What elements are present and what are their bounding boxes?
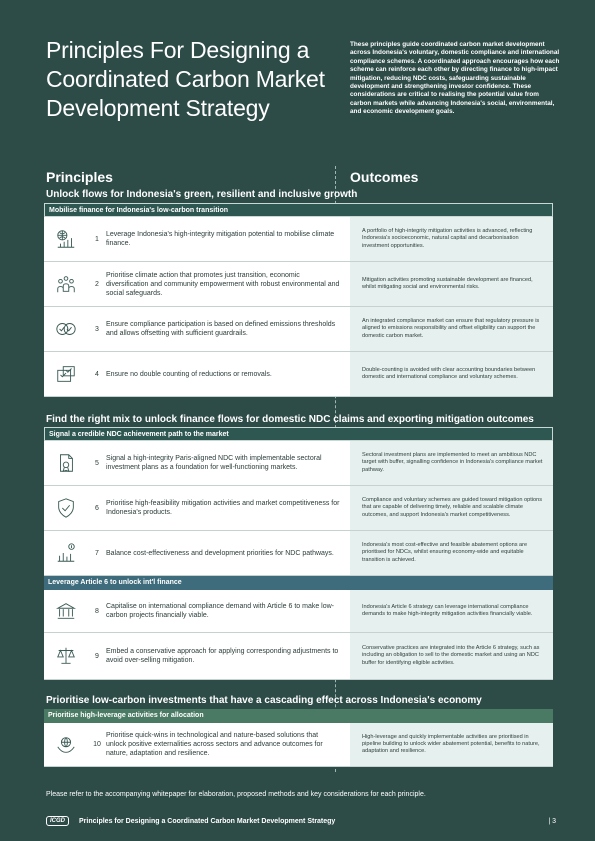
principle-number: 6 bbox=[95, 504, 99, 512]
page-footer bbox=[46, 814, 556, 828]
group-label: Leverage Article 6 to unlock int'l finance bbox=[44, 576, 553, 590]
table-row bbox=[44, 723, 553, 767]
table-row bbox=[44, 441, 553, 486]
group-label: Mobilise finance for Indonesia's low-carbon transition bbox=[44, 203, 553, 217]
rows-group-2 bbox=[44, 441, 553, 576]
table-row bbox=[44, 262, 553, 307]
principle-number: 2 bbox=[95, 280, 99, 288]
table-row bbox=[44, 633, 553, 680]
principle-text: Ensure compliance participation is based on defined emissions thresholds and allows offsetting with sufficient guardrails. bbox=[106, 321, 336, 337]
bar-chart-coin-icon bbox=[44, 542, 88, 564]
checklist-icon bbox=[44, 363, 88, 385]
community-icon bbox=[44, 273, 88, 295]
bank-icon bbox=[44, 600, 88, 622]
outcome-text: Sectoral investment plans are implemented to meet an ambitious NDC target with buffer, signalling confidence in Indonesia's compliance market pathway. bbox=[350, 441, 553, 485]
principle-text: Capitalise on international compliance demand with Article 6 to make low-carbon projects financially viable. bbox=[106, 603, 335, 619]
principle-text: Embed a conservative approach for applying corresponding adjustments to avoid over-selling mitigation. bbox=[106, 648, 339, 664]
group-label: Prioritise high-leverage activities for allocation bbox=[44, 709, 553, 723]
page-title: Principles For Designing a Coordinated Carbon Market Development Strategy bbox=[46, 37, 325, 121]
page-number: | 3 bbox=[548, 817, 556, 825]
principle-text: Prioritise quick-wins in technological and nature-based solutions that unlock positive externalities across sectors and advance outcomes for nature, adaptation and resilience. bbox=[106, 732, 323, 757]
principle-text: Balance cost-effectiveness and development priorities for NDC pathways. bbox=[106, 549, 334, 557]
table-row bbox=[44, 590, 553, 633]
table-row bbox=[44, 217, 553, 262]
section-title: Find the right mix to unlock finance flows for domestic NDC claims and exporting mitigation outcomes bbox=[46, 414, 534, 425]
outcome-text: Mitigation activities promoting sustainable development are financed, whilst mitigating social and environmental risks. bbox=[350, 262, 553, 306]
hands-globe-icon bbox=[44, 734, 88, 756]
principle-text: Leverage Indonesia's high-integrity mitigation potential to mobilise climate finance. bbox=[106, 231, 335, 247]
principle-text: Prioritise climate action that promotes just transition, economic diversification and community empowerment with robust environmental and social safeguards. bbox=[106, 271, 340, 297]
table-row bbox=[44, 531, 553, 576]
rows-group-3 bbox=[44, 590, 553, 680]
outcome-text: Compliance and voluntary schemes are guided toward mitigation options that are capable of delivering timely, reliable and scalable climate outcomes, and support Indonesia's market competitiveness. bbox=[350, 486, 553, 530]
table-row bbox=[44, 352, 553, 397]
section-title: Unlock flows for Indonesia's green, resilient and inclusive growth bbox=[46, 189, 358, 200]
principle-text: Signal a high-integrity Paris-aligned NDC with implementable sectoral investment plans as a foundation for well-functioning markets. bbox=[106, 455, 322, 471]
footer-title: Principles for Designing a Coordinated Carbon Market Development Strategy bbox=[79, 817, 336, 825]
principle-number: 4 bbox=[95, 370, 99, 378]
outcome-text: An integrated compliance market can ensure that regulatory pressure is aligned to emissions responsibility and offset eligibility can support the domestic carbon market. bbox=[350, 307, 553, 351]
intro-text: These principles guide coordinated carbon market development across Indonesia's voluntary, domestic compliance and international compliance schemes. A coordinated approach encourages how each scheme can reinforce each other by directing finance to high-impact mitigation, reducing NDC costs, safeguarding sustainable development and strengthening investor confidence. These considerations are critical to realising the potential value from carbon markets while advancing Indonesia's social, environmental, and economic development goals. bbox=[350, 41, 560, 116]
principle-number: 7 bbox=[95, 549, 99, 557]
principle-number: 9 bbox=[95, 652, 99, 660]
outcome-text: High-leverage and quickly implementable activities are prioritised in pipeline building to unlock wider abatement potential, benefits to nature, adaptation and resilience. bbox=[350, 723, 553, 766]
table-row bbox=[44, 486, 553, 531]
outcome-text: Conservative practices are integrated into the Article 6 strategy, such as including an obligation to sell to the domestic market and using an NDC buffer for identifying eligible activities. bbox=[350, 633, 553, 679]
outcome-text: Double-counting is avoided with clear accounting boundaries between domestic and international compliance and voluntary schemes. bbox=[350, 352, 553, 396]
section-title: Prioritise low-carbon investments that have a cascading effect across Indonesia's economy bbox=[46, 695, 482, 706]
shield-check-icon bbox=[44, 497, 88, 519]
scales-icon bbox=[44, 645, 88, 667]
footer-note: Please refer to the accompanying whitepaper for elaboration, proposed methods and key considerations for each principle. bbox=[46, 791, 426, 798]
principle-text: Ensure no double counting of reductions or removals. bbox=[106, 370, 272, 378]
group-label: Signal a credible NDC achievement path to the market bbox=[44, 427, 553, 441]
outcome-text: Indonesia's Article 6 strategy can leverage international compliance demands to make high-integrity mitigation activities financially viable. bbox=[350, 590, 553, 632]
linked-circles-icon bbox=[44, 318, 88, 340]
principle-number: 10 bbox=[93, 741, 101, 748]
chart-globe-icon bbox=[44, 228, 88, 250]
outcomes-heading: Outcomes bbox=[350, 169, 419, 185]
rows-group-1 bbox=[44, 217, 553, 397]
principles-heading: Principles bbox=[46, 169, 113, 185]
principle-number: 3 bbox=[95, 325, 99, 333]
outcome-text: A portfolio of high-integrity mitigation activities is advanced, reflecting Indonesia's socioeconomic, natural capital and decarbonisation investment opportunities. bbox=[350, 217, 553, 261]
principle-text: Prioritise high-feasibility mitigation activities and market competitiveness for Indonesia's products. bbox=[106, 500, 340, 516]
table-row bbox=[44, 307, 553, 352]
principle-number: 8 bbox=[95, 607, 99, 615]
document-badge-icon bbox=[44, 452, 88, 474]
principle-number: 5 bbox=[95, 459, 99, 467]
rows-group-4 bbox=[44, 723, 553, 767]
icgd-logo: ICGD bbox=[46, 816, 69, 826]
principle-number: 1 bbox=[95, 235, 99, 243]
outcome-text: Indonesia's most cost-effective and feasible abatement options are prioritised for NDCs, whilst ensuring economy-wide and equitable transition is achieved. bbox=[350, 531, 553, 575]
